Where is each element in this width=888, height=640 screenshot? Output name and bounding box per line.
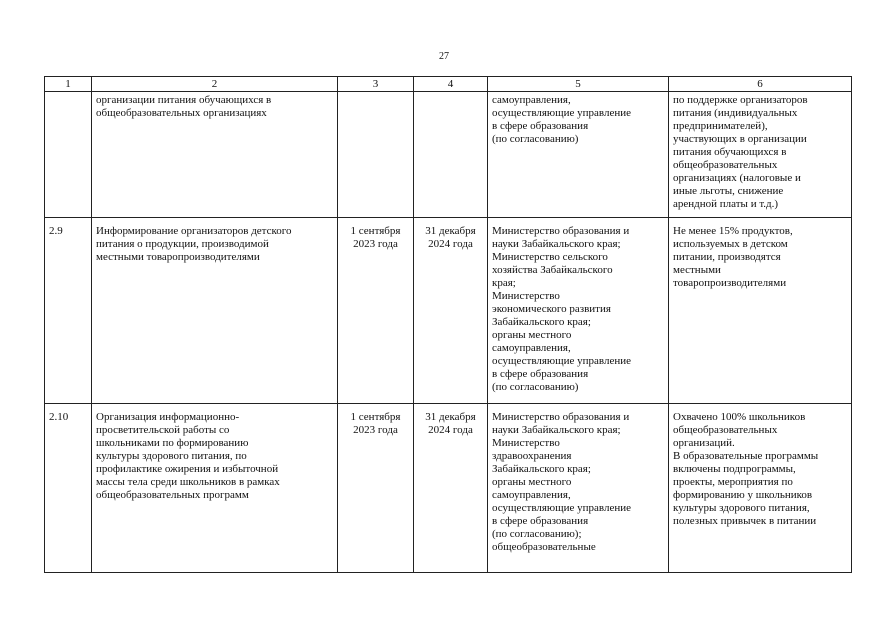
- cell-text-line: (по согласованию);: [492, 528, 582, 540]
- cell-text-line: культуры здорового питания,: [673, 502, 810, 514]
- cell-end-date: [414, 218, 488, 404]
- cell-text-line: (по согласованию): [492, 133, 579, 145]
- cell-text-line: науки Забайкальского края;: [492, 424, 621, 436]
- cell-text-line: в сфере образования: [492, 368, 589, 380]
- cell-text-line: 2024 года: [428, 238, 473, 250]
- cell-text-line: 1 сентября: [350, 225, 401, 237]
- cell-end-date: [414, 92, 488, 218]
- cell-text-line: включены подпрограммы,: [673, 463, 796, 475]
- cell-text-line: Организация информационно-: [96, 411, 240, 423]
- cell-text-line: профилактике ожирения и избыточной: [96, 463, 279, 475]
- cell-measure: [92, 218, 338, 404]
- cell-text-line: местными: [673, 264, 721, 276]
- cell-text-line: 31 декабря: [425, 411, 476, 423]
- cell-number: [45, 92, 92, 218]
- header-col-6: 6: [669, 77, 852, 92]
- cell-result: [669, 92, 852, 218]
- cell-executors: [488, 404, 669, 573]
- cell-text-line: просветительской работы со: [96, 424, 230, 436]
- cell-text-line: Министерство образования и: [492, 411, 630, 423]
- cell-text-line: общеобразовательные: [492, 541, 596, 553]
- cell-text-line: питании, производятся: [673, 251, 781, 263]
- cell-text-line: участвующих в организации: [673, 133, 807, 145]
- cell-text-line: общеобразовательных: [673, 159, 778, 171]
- cell-text-line: общеобразовательных организациях: [96, 107, 267, 119]
- cell-text-line: полезных привычек в питании: [673, 515, 817, 527]
- cell-executors: [488, 218, 669, 404]
- cell-text-line: используемых в детском: [673, 238, 788, 250]
- table-row: [45, 218, 852, 404]
- cell-executors: [488, 92, 669, 218]
- cell-text-line: Министерство: [492, 437, 560, 449]
- header-col-3: 3: [338, 77, 414, 92]
- cell-start-date: [338, 92, 414, 218]
- cell-text-line: массы тела среди школьников в рамках: [96, 476, 280, 488]
- cell-text-line: 2024 года: [428, 424, 473, 436]
- cell-text-line: в сфере образования: [492, 515, 589, 527]
- cell-text-line: школьниками по формированию: [96, 437, 249, 449]
- cell-text-line: 31 декабря: [425, 225, 476, 237]
- cell-text-line: Не менее 15% продуктов,: [673, 225, 793, 237]
- cell-text-line: арендной платы и т.д.): [673, 198, 779, 210]
- cell-result: [669, 218, 852, 404]
- cell-text-line: Охвачено 100% школьников: [673, 411, 806, 423]
- cell-text-line: общеобразовательных: [673, 424, 778, 436]
- cell-text-line: Забайкальского края;: [492, 463, 591, 475]
- cell-text-line: Информирование организаторов детского: [96, 225, 292, 237]
- header-col-5: 5: [488, 77, 669, 92]
- cell-text-line: организации питания обучающихся в: [96, 94, 272, 106]
- table-row: [45, 404, 852, 573]
- cell-text-line: самоуправления,: [492, 94, 571, 106]
- cell-text-line: 2023 года: [353, 424, 398, 436]
- cell-text-line: хозяйства Забайкальского: [492, 264, 613, 276]
- cell-text-line: Забайкальского края;: [492, 316, 591, 328]
- cell-text-line: В образовательные программы: [673, 450, 819, 462]
- header-col-2: 2: [92, 77, 338, 92]
- cell-text-line: органы местного: [492, 476, 572, 488]
- cell-text-line: питания обучающихся в: [673, 146, 787, 158]
- cell-text-line: по поддержке организаторов: [673, 94, 808, 106]
- cell-text-line: культуры здорового питания, по: [96, 450, 247, 462]
- cell-text-line: товаропроизводителями: [673, 277, 787, 289]
- cell-text-line: осуществляющие управление: [492, 355, 631, 367]
- cell-text-line: осуществляющие управление: [492, 502, 631, 514]
- header-col-4: 4: [414, 77, 488, 92]
- cell-start-date: [338, 404, 414, 573]
- cell-text-line: самоуправления,: [492, 489, 571, 501]
- cell-text-line: самоуправления,: [492, 342, 571, 354]
- cell-text-line: предпринимателей),: [673, 120, 768, 132]
- cell-end-date: [414, 404, 488, 573]
- cell-text-line: проекты, мероприятия по: [673, 476, 793, 488]
- cell-text-line: 1 сентября: [350, 411, 401, 423]
- cell-text-line: в сфере образования: [492, 120, 589, 132]
- cell-text-line: Министерство сельского: [492, 251, 608, 263]
- cell-text-line: экономического развития: [492, 303, 611, 315]
- cell-text-line: (по согласованию): [492, 381, 579, 393]
- cell-measure: [92, 92, 338, 218]
- cell-text-line: осуществляющие управление: [492, 107, 631, 119]
- header-row: [45, 77, 852, 92]
- cell-text-line: питания о продукции, производимой: [96, 238, 269, 250]
- cell-start-date: [338, 218, 414, 404]
- cell-result: [669, 404, 852, 573]
- cell-text-line: Министерство образования и: [492, 225, 630, 237]
- cell-text-line: 2023 года: [353, 238, 398, 250]
- cell-text-line: науки Забайкальского края;: [492, 238, 621, 250]
- cell-text-line: общеобразовательных программ: [96, 489, 249, 501]
- cell-number: 2.10: [45, 404, 92, 573]
- cell-text-line: организациях (налоговые и: [673, 172, 801, 184]
- cell-text-line: формированию у школьников: [673, 489, 813, 501]
- cell-text-line: Министерство: [492, 290, 560, 302]
- header-col-1: 1: [45, 77, 92, 92]
- cell-text-line: края;: [492, 277, 516, 289]
- cell-number: 2.9: [45, 218, 92, 404]
- cell-measure: [92, 404, 338, 573]
- page-number: 27: [439, 51, 449, 62]
- cell-text-line: местными товаропроизводителями: [96, 251, 260, 263]
- cell-text-line: организаций.: [673, 437, 735, 449]
- cell-text-line: питания (индивидуальных: [673, 107, 798, 119]
- cell-text-line: органы местного: [492, 329, 572, 341]
- table-row: [45, 92, 852, 218]
- cell-text-line: здравоохранения: [492, 450, 572, 462]
- measures-table: [44, 76, 852, 573]
- cell-text-line: иные льготы, снижение: [673, 185, 784, 197]
